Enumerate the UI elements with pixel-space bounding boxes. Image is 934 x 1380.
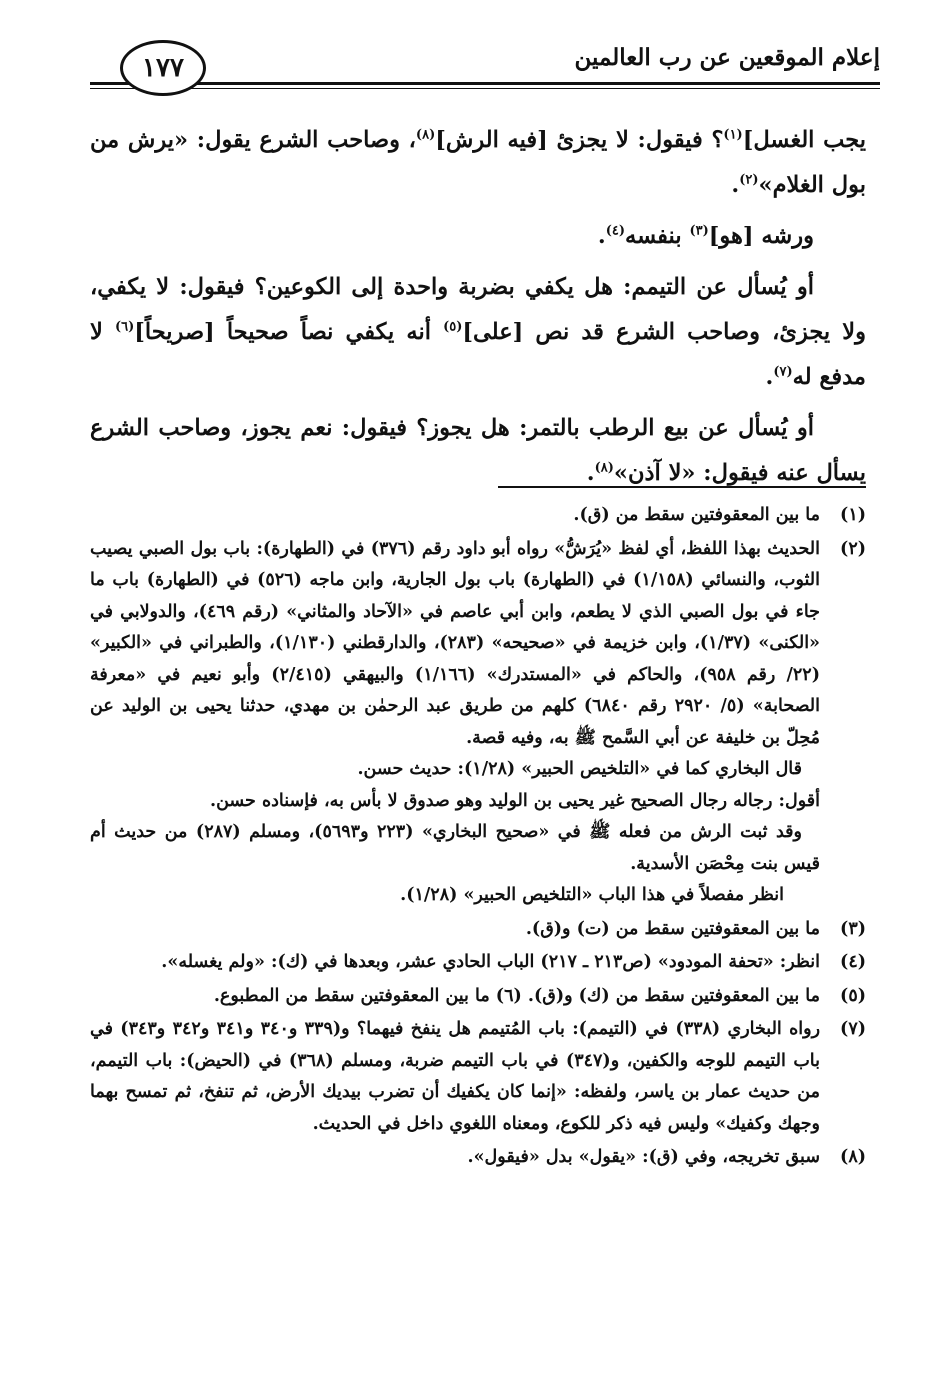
text-run: . [586,460,595,486]
footnote-text: ما بين المعقوفتين سقط من (ت) و(ق). [525,918,820,939]
footnote-number: (٤) [840,952,866,972]
footnote-ref: (٨) [415,127,436,143]
footnote-body [90,1014,820,1140]
footnote-ref: (١) [723,127,743,143]
paragraph-3 [90,265,866,400]
footnotes [90,500,866,1176]
footnote-body [90,947,820,979]
footnote-number: (٥) [840,985,866,1006]
footnote-body [90,1142,820,1174]
footnote-ref: (٥) [443,319,463,335]
text-run: أنه يكفي نصاً صحيحاً [صريحاً] [134,319,444,345]
text-run: أو يُسأل عن بيع الرطب بالتمر: هل يجوز؟ فيقول: نعم يجوز، وصاحب الشرع يسأل عنه فيقول: «لا آذن» [90,415,866,486]
text-run: أو يُسأل عن التيمم: هل يكفي بضربة واحدة إلى الكوعين؟ فيقول: لا يكفي، ولا يجزئ، وصاحب الشرع قد نص [على] [90,274,866,345]
text-run: يجب الغسل] [742,127,867,153]
footnote-3 [90,914,866,946]
footnote-8 [90,1142,866,1174]
footnote-text: ما بين المعقوفتين سقط من (ك) و(ق). (٦) ما بين المعقوفتين سقط من المطبوع. [213,985,820,1006]
footnote-text: رواه البخاري (٣٣٨) في (التيمم): باب المُتيمم هل ينفخ فيهما؟ و(٣٣٩ و٣٤٠ و٣٤١ و٣٤٢ و٣٤٣) في باب التيمم للوجه والكفين، و(٣٤٧) في باب التيمم ضربة، ومسلم (٣٦٨) في (الحيض): باب التيمم، من حديث عمار بن ياسر، ولفظه: «إنما كان يكفيك أن تضرب بيديك الأرض، ثم تنفخ، ثم تمسح بهما وجهك وكفيك» وليس فيه ذكر للكوع، ومعناه اللغوي داخل في الحديث. [90,1019,821,1134]
paragraph-2 [90,214,866,259]
footnote-text: وقد ثبت الرش من فعله ﷺ في «صحيح البخاري» (٢٢٣ و٥٦٩٣)، ومسلم (٢٨٧) من حديث أم قيس بنت مِحْصَن الأسدية. [90,822,820,874]
text-run: . [731,172,740,198]
paragraph-1 [90,118,866,208]
page-number-badge [120,40,206,96]
footnote-5 [90,981,866,1013]
footnote-text: أقول: رجاله رجال الصحيح غير يحيى بن الوليد وهو صدوق لا بأس به، فإسناده حسن. [210,790,820,811]
footnote-text: سبق تخريجه، وفي (ق): «يقول» بدل «فيقول». [467,1147,820,1167]
page-header [90,36,880,96]
text-run: بنفسه [625,223,690,249]
header-rule [90,82,880,85]
text-run: . [765,364,774,390]
footnote-4 [90,947,866,979]
footnote-number: (٧) [840,1019,866,1039]
page-number: ١٧٧ [142,53,184,83]
footnote-text: ما بين المعقوفتين سقط من (ق). [573,505,820,525]
footnote-text: قال البخاري كما في «التلخيص الحبير» (١/٢٨): حديث حسن. [357,759,802,779]
footnote-body [90,500,820,532]
paragraph-4 [90,406,866,496]
footnote-2 [90,534,866,912]
footnote-text: انظر مفصلاً في هذا الباب «التلخيص الحبير» (١/٢٨). [400,885,784,905]
footnote-ref: (٢) [739,172,759,188]
footnote-ref: (٤) [605,223,626,239]
footnote-1 [90,500,866,532]
footnote-number: (٢) [840,538,866,559]
footnote-ref: (٣) [689,223,709,239]
text-run: ، وصاحب الشرع يقول: «يرش من بول الغلام» [90,127,866,198]
footnote-body [90,981,820,1013]
book-title: إعلام الموقعين عن رب العالمين [574,44,880,71]
header-rule-thin [90,88,880,89]
footnote-divider [498,486,866,488]
footnote-number: (١) [840,505,866,525]
footnote-number: (٨) [840,1147,866,1167]
text-run: ورشه [هو] [708,223,814,249]
text-run: . [597,223,606,249]
footnote-body [90,914,820,946]
text-run: ؟ فيقول: لا يجزئ [فيه الرش] [435,127,724,153]
footnote-body [90,534,820,912]
main-text [90,118,866,502]
footnote-text: انظر: «تحفة المودود» (ص٢١٣ ـ ٢١٧) الباب الحادي عشر، وبعدها في (ك): «ولم يغسله». [161,952,820,972]
footnote-ref: (٨) [594,460,614,476]
footnote-number: (٣) [840,918,866,939]
footnote-7 [90,1014,866,1140]
text-run: لا مدفع له [90,319,866,390]
footnote-ref: (٦) [114,319,135,335]
footnote-ref: (٧) [773,364,793,380]
footnote-text: الحديث بهذا اللفظ، أي لفظ «يُرَشُّ» رواه أبو داود رقم (٣٧٦) في (الطهارة): باب بول الصبي يصيب الثوب، والنسائي (١/١٥٨) في (الطهارة) باب بول الجارية، وابن ماجه (٥٢٦) في (الطهارة) باب ما جاء في بول الصبي الذي لا يطعم، وابن أبي عاصم في «الآحاد والمثاني» (رقم ٤٦٩)، والدولابي في «الكنى» (١/٣٧)، وابن خزيمة في «صحيحه» (٢٨٣)، والدارقطني (١/١٣٠)، والطبراني في «الكبير» (٢٢/ رقم ٩٥٨)، والحاكم في «المستدرك» (١/١٦٦) والبيهقي (٢/٤١٥) وأبو نعيم في «معرفة الصحابة» (٥/ ٢٩٢٠ رقم ٦٨٤٠) كلهم من طريق عبد الرحمٰن بن مهدي، حدثنا يحيى بن الوليد عن مُحِلّ بن خليفة عن أبي السَّمح ﷺ به، وفيه قصة. [90,538,820,748]
